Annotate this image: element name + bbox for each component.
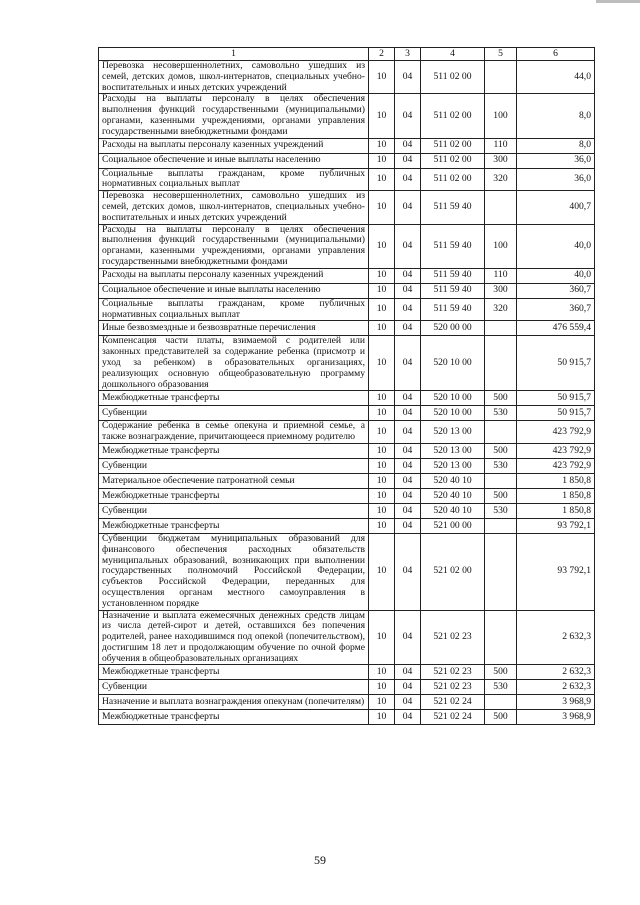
row-name: Расходы на выплаты персоналу в целях обеспечения выполнения функций государственными (муниципальными) органами, казенными учреждениями, органами управления государственными внебюджетными фондами [99,224,369,268]
section-code: 10 [369,680,395,695]
subsection-code: 04 [395,138,421,153]
amount: 360,7 [517,283,595,298]
expense-type-code: 500 [485,710,517,725]
table-row [99,610,595,665]
amount: 1 850,8 [517,473,595,488]
expense-type-code [485,610,517,665]
article-code: 520 13 00 [421,458,485,473]
subsection-code: 04 [395,406,421,421]
article-code: 511 02 00 [421,61,485,94]
section-code: 10 [369,488,395,503]
row-name: Назначение и выплата ежемесячных денежных средств лицам из числа детей-сирот и детей, оставшихся без попечения родителей, ранее находившимся под опекой (попечительством), достигшим 18 лет и продолжающим обучение по очной форме обучения в общеобразовательных организациях [99,610,369,665]
row-name: Межбюджетные трансферты [99,488,369,503]
table-row [99,191,595,224]
article-code: 511 02 00 [421,94,485,138]
row-name: Материальное обеспечение патронатной семьи [99,473,369,488]
section-code: 10 [369,321,395,336]
subsection-code: 04 [395,168,421,191]
amount: 3 968,9 [517,695,595,710]
article-code: 511 59 40 [421,268,485,283]
table-body [99,61,595,725]
budget-table [98,47,595,725]
amount: 40,0 [517,268,595,283]
section-code: 10 [369,336,395,391]
subsection-code: 04 [395,153,421,168]
row-name: Расходы на выплаты персоналу казенных учреждений [99,138,369,153]
subsection-code: 04 [395,321,421,336]
table-row [99,710,595,725]
amount: 476 559,4 [517,321,595,336]
article-code: 520 10 00 [421,406,485,421]
subsection-code: 04 [395,710,421,725]
row-name: Межбюджетные трансферты [99,518,369,533]
article-code: 511 59 40 [421,298,485,321]
table-row [99,458,595,473]
expense-type-code [485,695,517,710]
expense-type-code: 320 [485,298,517,321]
expense-type-code: 110 [485,138,517,153]
section-code: 10 [369,153,395,168]
table-row [99,268,595,283]
subsection-code: 04 [395,94,421,138]
article-code: 511 59 40 [421,191,485,224]
amount: 40,0 [517,224,595,268]
article-code: 521 02 23 [421,665,485,680]
article-code: 511 02 00 [421,168,485,191]
table-row [99,503,595,518]
section-code: 10 [369,533,395,610]
table-row [99,533,595,610]
expense-type-code: 320 [485,168,517,191]
amount: 360,7 [517,298,595,321]
amount: 8,0 [517,94,595,138]
table-row [99,94,595,138]
expense-type-code [485,533,517,610]
row-name: Перевозка несовершеннолетних, самовольно ушедших из семей, детских домов, школ-интернатов, специальных учебно-воспитательных и иных детских учреждений [99,61,369,94]
table-row [99,336,595,391]
article-code: 521 02 24 [421,695,485,710]
row-name: Назначение и выплата вознаграждения опекунам (попечителям) [99,695,369,710]
expense-type-code [485,191,517,224]
amount: 400,7 [517,191,595,224]
table-row [99,298,595,321]
subsection-code: 04 [395,458,421,473]
row-name: Субвенции [99,406,369,421]
article-code: 520 40 10 [421,473,485,488]
subsection-code: 04 [395,443,421,458]
row-name: Социальное обеспечение и иные выплаты населению [99,283,369,298]
subsection-code: 04 [395,473,421,488]
amount: 93 792,1 [517,533,595,610]
section-code: 10 [369,298,395,321]
row-name: Расходы на выплаты персоналу в целях обеспечения выполнения функций государственными (муниципальными) органами, казенными учреждениями, органами управления государственными внебюджетными фондами [99,94,369,138]
table-row [99,224,595,268]
section-code: 10 [369,610,395,665]
section-code: 10 [369,710,395,725]
column-header: 6 [517,48,595,61]
amount: 36,0 [517,153,595,168]
section-code: 10 [369,458,395,473]
subsection-code: 04 [395,391,421,406]
subsection-code: 04 [395,488,421,503]
article-code: 511 02 00 [421,153,485,168]
table-row [99,138,595,153]
subsection-code: 04 [395,421,421,444]
section-code: 10 [369,665,395,680]
article-code: 520 13 00 [421,443,485,458]
article-code: 521 02 00 [421,533,485,610]
column-header: 1 [99,48,369,61]
expense-type-code: 530 [485,458,517,473]
table-row [99,391,595,406]
subsection-code: 04 [395,518,421,533]
expense-type-code [485,473,517,488]
section-code: 10 [369,168,395,191]
article-code: 511 59 40 [421,224,485,268]
row-name: Субвенции бюджетам муниципальных образований для финансового обеспечения расходных обязательств муниципальных образований, возникающих при выполнении государственных полномочий Российской Федерации, субъектов Российской Федерации, переданных для осуществления органам местного самоуправления в установленном порядке [99,533,369,610]
article-code: 520 40 10 [421,488,485,503]
row-name: Межбюджетные трансферты [99,391,369,406]
amount: 8,0 [517,138,595,153]
article-code: 521 02 23 [421,610,485,665]
expense-type-code [485,321,517,336]
amount: 93 792,1 [517,518,595,533]
expense-type-code: 300 [485,153,517,168]
article-code: 521 00 00 [421,518,485,533]
article-code: 520 10 00 [421,336,485,391]
subsection-code: 04 [395,665,421,680]
article-code: 520 00 00 [421,321,485,336]
table-row [99,406,595,421]
article-code: 520 40 10 [421,503,485,518]
expense-type-code: 100 [485,224,517,268]
row-name: Субвенции [99,503,369,518]
section-code: 10 [369,61,395,94]
subsection-code: 04 [395,533,421,610]
table-row [99,153,595,168]
page-number: 59 [314,853,326,867]
section-code: 10 [369,518,395,533]
table-row [99,665,595,680]
row-name: Социальные выплаты гражданам, кроме публичных нормативных социальных выплат [99,298,369,321]
amount: 50 915,7 [517,406,595,421]
section-code: 10 [369,283,395,298]
section-code: 10 [369,421,395,444]
article-code: 511 02 00 [421,138,485,153]
expense-type-code [485,421,517,444]
table-header-row [99,48,595,61]
row-name: Субвенции [99,458,369,473]
expense-type-code: 530 [485,406,517,421]
row-name: Содержание ребенка в семье опекуна и приемной семье, а также вознаграждение, причитающееся приемному родителю [99,421,369,444]
subsection-code: 04 [395,336,421,391]
article-code: 520 13 00 [421,421,485,444]
row-name: Субвенции [99,680,369,695]
table-row [99,695,595,710]
expense-type-code: 300 [485,283,517,298]
subsection-code: 04 [395,610,421,665]
subsection-code: 04 [395,268,421,283]
subsection-code: 04 [395,61,421,94]
section-code: 10 [369,268,395,283]
expense-type-code: 100 [485,94,517,138]
subsection-code: 04 [395,224,421,268]
expense-type-code: 500 [485,443,517,458]
table-row [99,421,595,444]
row-name: Межбюджетные трансферты [99,710,369,725]
expense-type-code: 530 [485,503,517,518]
subsection-code: 04 [395,695,421,710]
section-code: 10 [369,503,395,518]
section-code: 10 [369,391,395,406]
column-header: 3 [395,48,421,61]
amount: 50 915,7 [517,391,595,406]
amount: 423 792,9 [517,443,595,458]
amount: 1 850,8 [517,488,595,503]
column-header: 5 [485,48,517,61]
table-row [99,443,595,458]
table-row [99,680,595,695]
amount: 2 632,3 [517,610,595,665]
subsection-code: 04 [395,680,421,695]
table-row [99,488,595,503]
column-header: 4 [421,48,485,61]
section-code: 10 [369,224,395,268]
expense-type-code: 110 [485,268,517,283]
amount: 3 968,9 [517,710,595,725]
expense-type-code [485,518,517,533]
table-row [99,518,595,533]
amount: 36,0 [517,168,595,191]
subsection-code: 04 [395,191,421,224]
expense-type-code: 530 [485,680,517,695]
row-name: Иные безвозмездные и безвозвратные перечисления [99,321,369,336]
expense-type-code: 500 [485,665,517,680]
subsection-code: 04 [395,283,421,298]
table-row [99,61,595,94]
amount: 50 915,7 [517,336,595,391]
subsection-code: 04 [395,298,421,321]
section-code: 10 [369,695,395,710]
article-code: 520 10 00 [421,391,485,406]
row-name: Расходы на выплаты персоналу казенных учреждений [99,268,369,283]
amount: 2 632,3 [517,680,595,695]
expense-type-code [485,336,517,391]
article-code: 521 02 23 [421,680,485,695]
expense-type-code [485,61,517,94]
row-name: Межбюджетные трансферты [99,665,369,680]
section-code: 10 [369,191,395,224]
row-name: Межбюджетные трансферты [99,443,369,458]
row-name: Социальное обеспечение и иные выплаты населению [99,153,369,168]
table-row [99,321,595,336]
amount: 2 632,3 [517,665,595,680]
expense-type-code: 500 [485,391,517,406]
section-code: 10 [369,473,395,488]
scan-edge-mark [596,0,640,3]
amount: 1 850,8 [517,503,595,518]
amount: 44,0 [517,61,595,94]
row-name: Перевозка несовершеннолетних, самовольно ушедших из семей, детских домов, школ-интернатов, специальных учебно-воспитательных и иных детских учреждений [99,191,369,224]
subsection-code: 04 [395,503,421,518]
table-row [99,168,595,191]
section-code: 10 [369,94,395,138]
table-row [99,283,595,298]
section-code: 10 [369,138,395,153]
article-code: 521 02 24 [421,710,485,725]
expense-type-code: 500 [485,488,517,503]
section-code: 10 [369,443,395,458]
article-code: 511 59 40 [421,283,485,298]
amount: 423 792,9 [517,421,595,444]
column-header: 2 [369,48,395,61]
row-name: Социальные выплаты гражданам, кроме публичных нормативных социальных выплат [99,168,369,191]
table-row [99,473,595,488]
row-name: Компенсация части платы, взимаемой с родителей или законных представителей за содержание ребенка (присмотр и уход за ребенком) в образовательных организациях, реализующих основную общеобразовательную программу дошкольного образования [99,336,369,391]
amount: 423 792,9 [517,458,595,473]
section-code: 10 [369,406,395,421]
